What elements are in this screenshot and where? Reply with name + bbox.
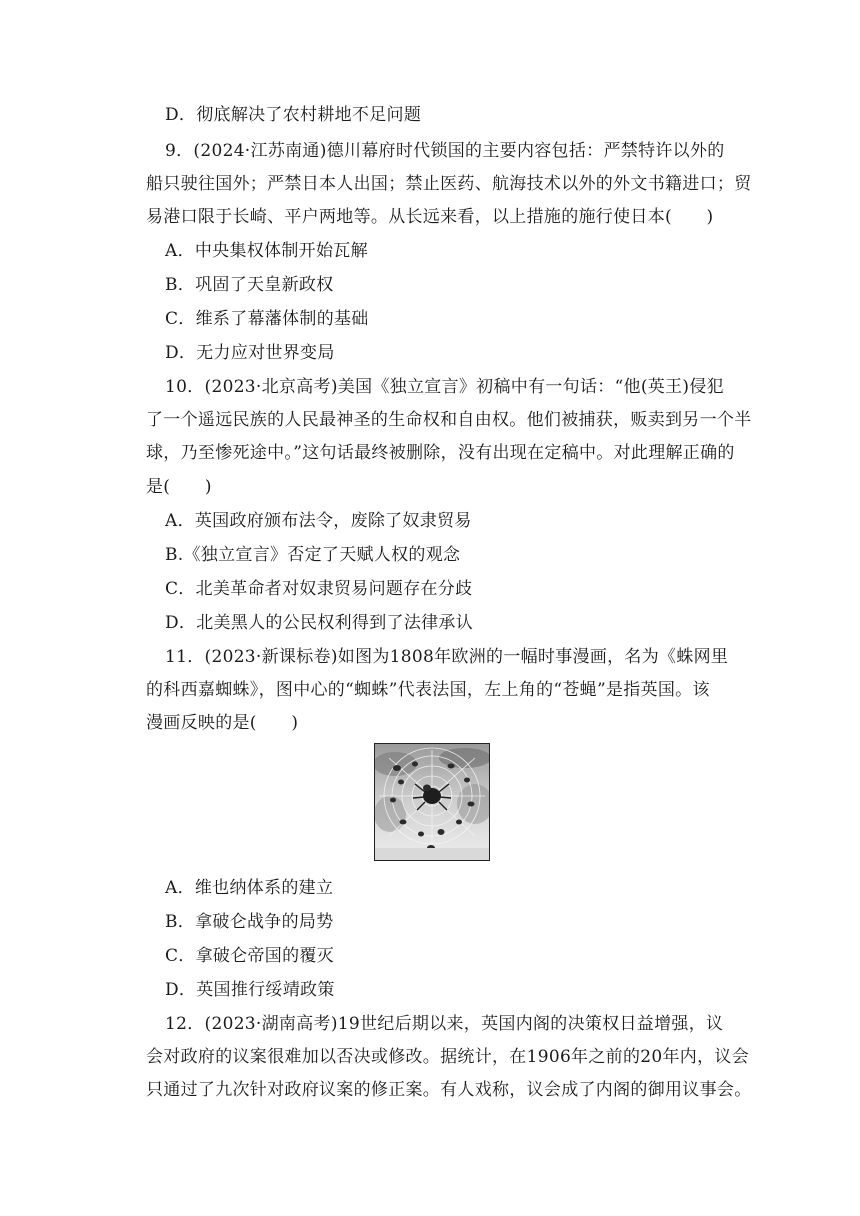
q10-stem-line-4: 是( ) bbox=[146, 477, 212, 497]
q10-option-d[interactable]: D．北美黑人的公民权利得到了法律承认 bbox=[165, 613, 474, 633]
q9-option-b[interactable]: B．巩固了天皇新政权 bbox=[165, 275, 334, 295]
q10-stem-line-3: 球，乃至惨死途中。”这句话最终被删除，没有出现在定稿中。对此理解正确的 bbox=[146, 443, 735, 463]
q11-stem-line-1: 11．(2023·新课标卷)如图为1808年欧洲的一幅时事漫画，名为《蛛网里 bbox=[165, 647, 729, 667]
q9-stem-line-3: 易港口限于长崎、平户两地等。从长远来看，以上措施的施行使日本( ) bbox=[146, 207, 714, 227]
q9-option-d[interactable]: D．无力应对世界变局 bbox=[165, 343, 335, 363]
q9-stem-line-1: 9．(2024·江苏南通)德川幕府时代锁国的主要内容包括：严禁特许以外的 bbox=[165, 141, 725, 161]
q11-option-d[interactable]: D．英国推行绥靖政策 bbox=[165, 980, 335, 1000]
q10-stem-line-1: 10．(2023·北京高考)美国《独立宣言》初稿中有一句话：“他(英王)侵犯 bbox=[165, 377, 724, 397]
q10-option-a[interactable]: A．英国政府颁布法令，废除了奴隶贸易 bbox=[165, 511, 472, 531]
cartoon-illustration bbox=[375, 744, 489, 860]
q10-stem-line-2: 了一个遥远民族的人民最神圣的生命权和自由权。他们被捕获，贩卖到另一个半 bbox=[146, 410, 752, 430]
q12-stem-line-1: 12．(2023·湖南高考)19世纪后期以来，英国内阁的决策权日益增强，议 bbox=[165, 1014, 724, 1034]
q9-stem-line-2: 船只驶往国外；严禁日本人出国；禁止医药、航海技术以外的外文书籍进口；贸 bbox=[146, 174, 752, 194]
q11-option-c[interactable]: C．拿破仑帝国的覆灭 bbox=[165, 946, 335, 966]
q11-option-b[interactable]: B．拿破仑战争的局势 bbox=[165, 912, 334, 932]
q9-option-c[interactable]: C．维系了幕藩体制的基础 bbox=[165, 309, 369, 329]
spider-web-cartoon-image bbox=[374, 743, 490, 861]
q12-stem-line-3: 只通过了九次针对政府议案的修正案。有人戏称，议会成了内阁的御用议事会。 bbox=[146, 1080, 752, 1100]
q11-stem-line-3: 漫画反映的是( ) bbox=[146, 713, 299, 733]
q11-stem-line-2: 的科西嘉蜘蛛》，图中心的“蜘蛛”代表法国，左上角的“苍蝇”是指英国。该 bbox=[146, 680, 710, 700]
q11-option-a[interactable]: A．维也纳体系的建立 bbox=[165, 878, 334, 898]
q12-stem-line-2: 会对政府的议案很难加以否决或修改。据统计，在1906年之前的20年内，议会 bbox=[146, 1047, 749, 1067]
q10-option-c[interactable]: C．北美革命者对奴隶贸易问题存在分歧 bbox=[165, 579, 473, 599]
q10-option-b[interactable]: B.《独立宣言》否定了天赋人权的观念 bbox=[165, 545, 461, 565]
q8-option-d[interactable]: D．彻底解决了农村耕地不足问题 bbox=[165, 105, 422, 125]
q9-option-a[interactable]: A．中央集权体制开始瓦解 bbox=[165, 241, 368, 261]
